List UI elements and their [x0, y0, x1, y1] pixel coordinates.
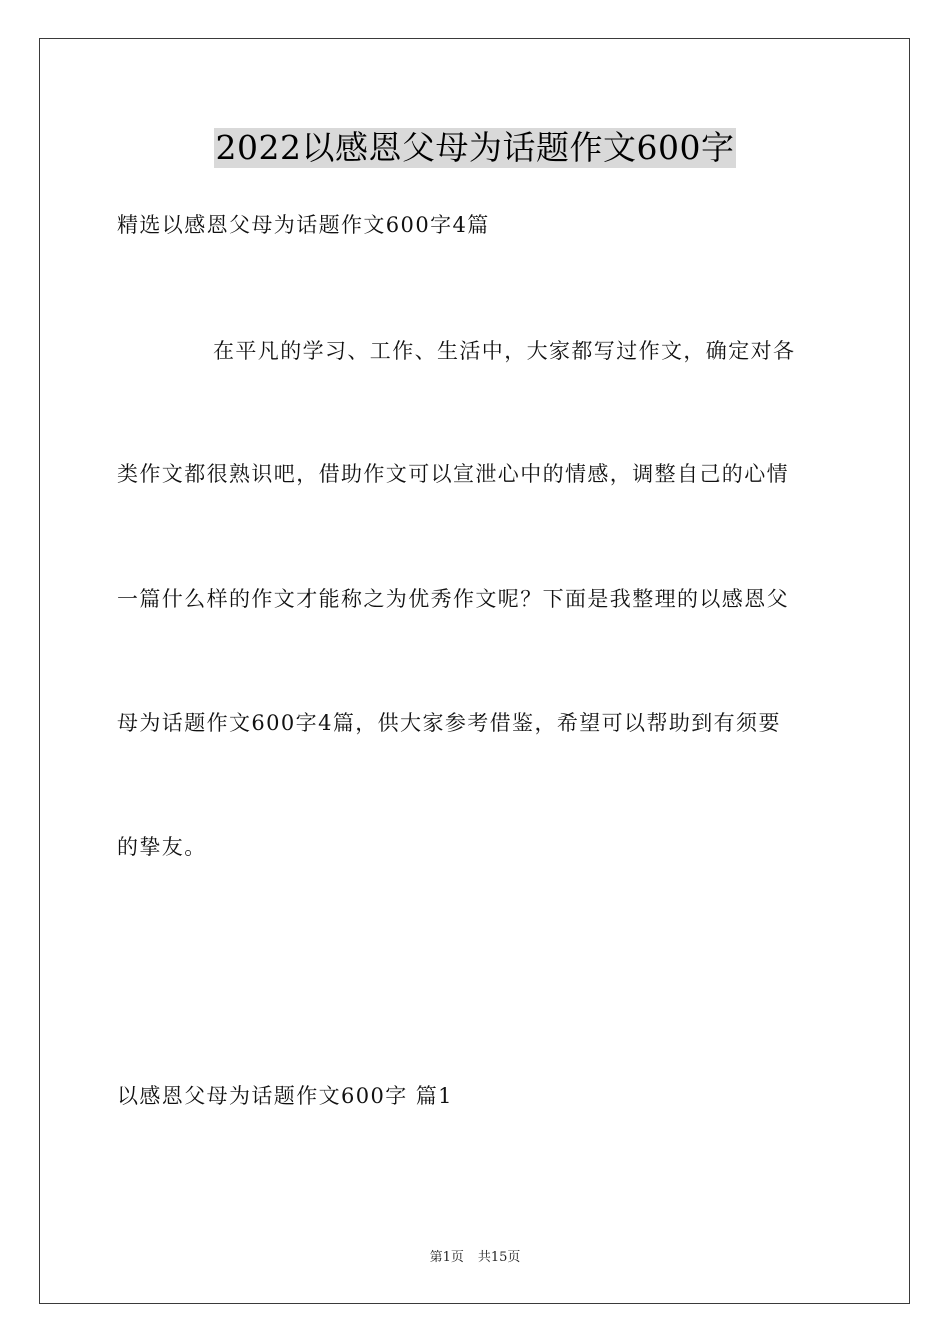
- document-subtitle: 精选以感恩父母为话题作文600字4篇: [117, 213, 490, 237]
- page-footer: [0, 1249, 950, 1267]
- paragraph-line-2: 类作文都很熟识吧，借助作文可以宣泄心中的情感，调整自己的心情: [117, 462, 789, 486]
- page-number-total: 共15页: [477, 1250, 521, 1265]
- paragraph-line-1: 在平凡的学习、工作、生活中，大家都写过作文，确定对各: [213, 339, 796, 363]
- paragraph-line-3: 一篇什么样的作文才能称之为优秀作文呢？下面是我整理的以感恩父: [117, 587, 789, 611]
- page-number-current: 第1页: [429, 1250, 464, 1265]
- paragraph-line-4: 母为话题作文600字4篇，供大家参考借鉴，希望可以帮助到有须要: [117, 711, 781, 735]
- section-heading: 以感恩父母为话题作文600字 篇1: [117, 1084, 453, 1108]
- title-container: [0, 128, 950, 168]
- paragraph-line-5: 的挚友。: [117, 835, 207, 859]
- document-title: 2022以感恩父母为话题作文600字: [215, 128, 735, 167]
